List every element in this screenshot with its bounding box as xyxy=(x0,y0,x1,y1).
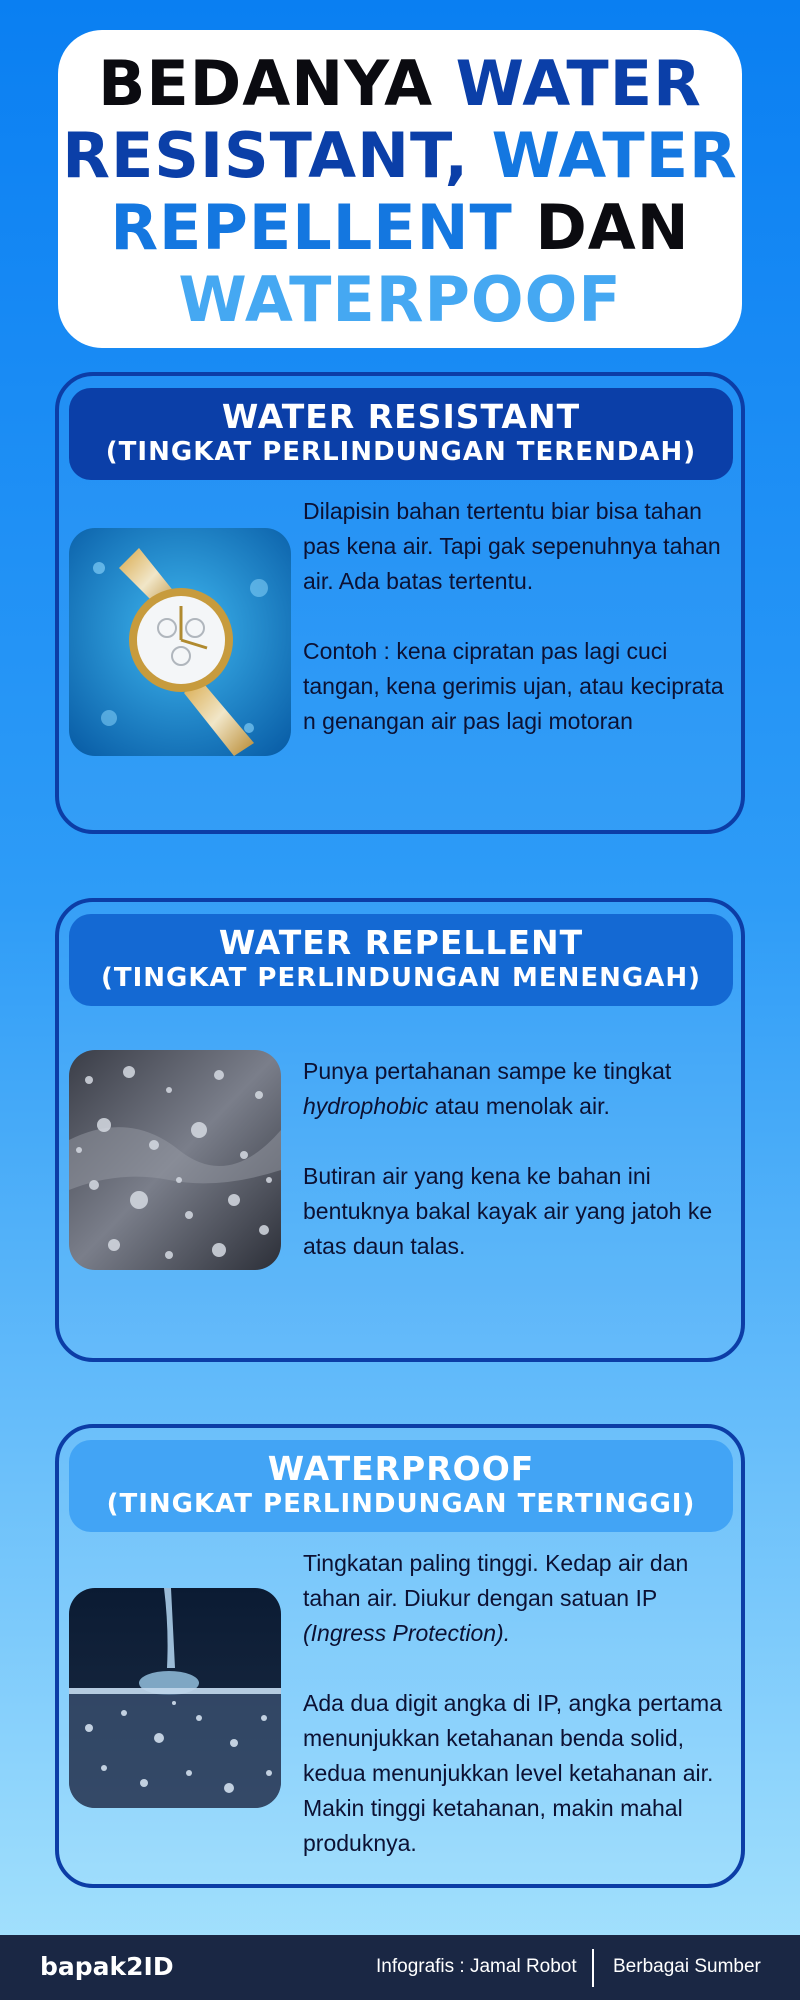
title-line-1 xyxy=(58,48,742,120)
section-heading: WATER RESISTANT xyxy=(221,397,581,436)
section-heading: WATERPROOF xyxy=(267,1449,535,1488)
title-word: WATER xyxy=(455,47,702,120)
title-word: BEDANYA xyxy=(98,47,456,120)
water-repellent-header xyxy=(69,914,733,1006)
text-segment: Punya pertahanan sampe ke tingkat xyxy=(303,1058,672,1084)
title-word: WATER xyxy=(491,119,738,192)
phone-water-splash-photo xyxy=(69,1588,281,1808)
section-subheading: (TINGKAT PERLINDUNGAN MENENGAH) xyxy=(100,963,702,993)
water-resistant-description xyxy=(303,494,733,739)
section-subheading: (TINGKAT PERLINDUNGAN TERTINGGI) xyxy=(106,1489,696,1519)
water-droplets-fabric-photo xyxy=(69,1050,281,1270)
water-resistant-card xyxy=(55,372,745,834)
waterproof-card xyxy=(55,1424,745,1888)
wristwatch-photo xyxy=(69,528,291,756)
text-segment-italic: hydrophobic xyxy=(303,1093,429,1119)
water-repellent-card xyxy=(55,898,745,1362)
text-segment-italic: (Ingress Protection). xyxy=(303,1620,511,1646)
title-line-3 xyxy=(58,192,742,264)
source-credit: Berbagai Sumber xyxy=(613,1956,761,1977)
text-segment: Tingkatan paling tinggi. Kedap air dan tahan air. Diukur dengan satuan IP xyxy=(303,1550,689,1611)
title-word: REPELLENT xyxy=(110,191,536,264)
section-subheading: (TINGKAT PERLINDUNGAN TERENDAH) xyxy=(105,437,697,467)
section-heading: WATER REPELLENT xyxy=(218,923,584,962)
footer-divider xyxy=(592,1949,594,1987)
brand-logo: bapak2ID xyxy=(40,1952,174,1981)
title-line-4: WATERPOOF xyxy=(178,263,622,336)
text-segment: atau menolak air. xyxy=(428,1093,610,1119)
description-paragraph: Ada dua digit angka di IP, angka pertama menunjukkan ketahanan benda solid, kedua menunjukkan level ketahanan air. Makin tinggi ketahanan, makin mahal produknya. xyxy=(303,1690,722,1856)
description-paragraph xyxy=(303,1054,733,1124)
title-card xyxy=(58,30,742,348)
description-paragraph: Butiran air yang kena ke bahan ini bentuknya bakal kayak air yang jatoh ke atas daun talas. xyxy=(303,1163,713,1259)
water-resistant-header xyxy=(69,388,733,480)
author-credit: Infografis : Jamal Robot xyxy=(376,1956,577,1977)
waterproof-description xyxy=(303,1546,733,1861)
description-paragraph: Contoh : kena cipratan pas lagi cuci tangan, kena gerimis ujan, atau keciprata​n genangan air pas lagi motoran xyxy=(303,638,724,734)
footer xyxy=(0,1935,800,2000)
waterproof-header xyxy=(69,1440,733,1532)
water-repellent-description xyxy=(303,1054,733,1264)
title-word: RESISTANT, xyxy=(62,119,492,192)
description-paragraph: Dilapisin bahan tertentu biar bisa tahan pas kena air. Tapi gak sepenuhnya tahan air. Ada batas tertentu. xyxy=(303,498,721,594)
description-paragraph xyxy=(303,1546,733,1651)
title-word: DAN xyxy=(535,191,690,264)
title-line-2 xyxy=(58,120,742,192)
